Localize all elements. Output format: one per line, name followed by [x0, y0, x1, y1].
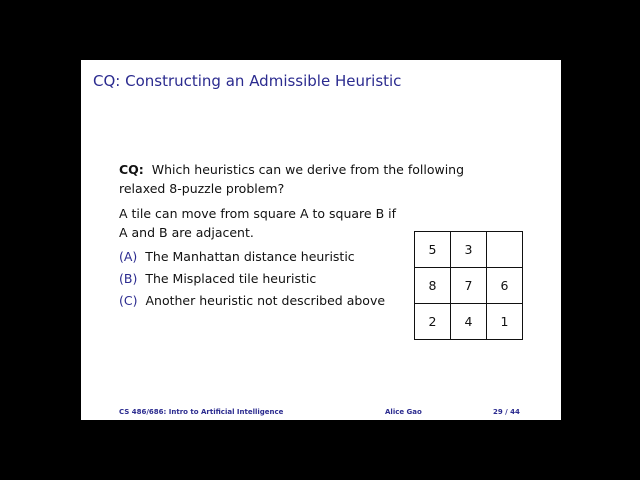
puzzle-row — [415, 268, 523, 304]
slide-footer — [81, 406, 561, 420]
option-text: The Misplaced tile heuristic — [145, 271, 317, 286]
puzzle-cell: 7 — [451, 268, 487, 304]
puzzle-row — [415, 304, 523, 340]
slide-title: CQ: Constructing an Admissible Heuristic — [93, 72, 402, 90]
option-a — [119, 249, 355, 264]
option-b — [119, 271, 316, 286]
option-text: The Manhattan distance heuristic — [145, 249, 355, 264]
puzzle-row — [415, 232, 523, 268]
slide — [81, 60, 561, 420]
puzzle-grid — [414, 231, 523, 340]
footer-course: CS 486/686: Intro to Artificial Intelligence — [119, 408, 284, 416]
puzzle-cell: 2 — [415, 304, 451, 340]
puzzle-cell: 1 — [487, 304, 523, 340]
puzzle-cell: 6 — [487, 268, 523, 304]
option-text: Another heuristic not described above — [145, 293, 386, 308]
relaxation-rule: A tile can move from square A to square B if A and B are adjacent. — [119, 206, 396, 240]
puzzle-cell: 5 — [415, 232, 451, 268]
puzzle-cell: 8 — [415, 268, 451, 304]
question-text: Which heuristics can we derive from the following relaxed 8-puzzle problem? — [119, 162, 465, 196]
option-c — [119, 293, 385, 308]
puzzle-cell: 4 — [451, 304, 487, 340]
question — [119, 160, 479, 198]
question-label: CQ: — [119, 162, 144, 177]
puzzle-cell: 3 — [451, 232, 487, 268]
puzzle-cell — [487, 232, 523, 268]
option-letter: (A) — [119, 249, 138, 264]
footer-author: Alice Gao — [385, 408, 422, 416]
footer-page-number: 29 / 44 — [493, 408, 520, 416]
option-letter: (B) — [119, 271, 138, 286]
option-letter: (C) — [119, 293, 138, 308]
